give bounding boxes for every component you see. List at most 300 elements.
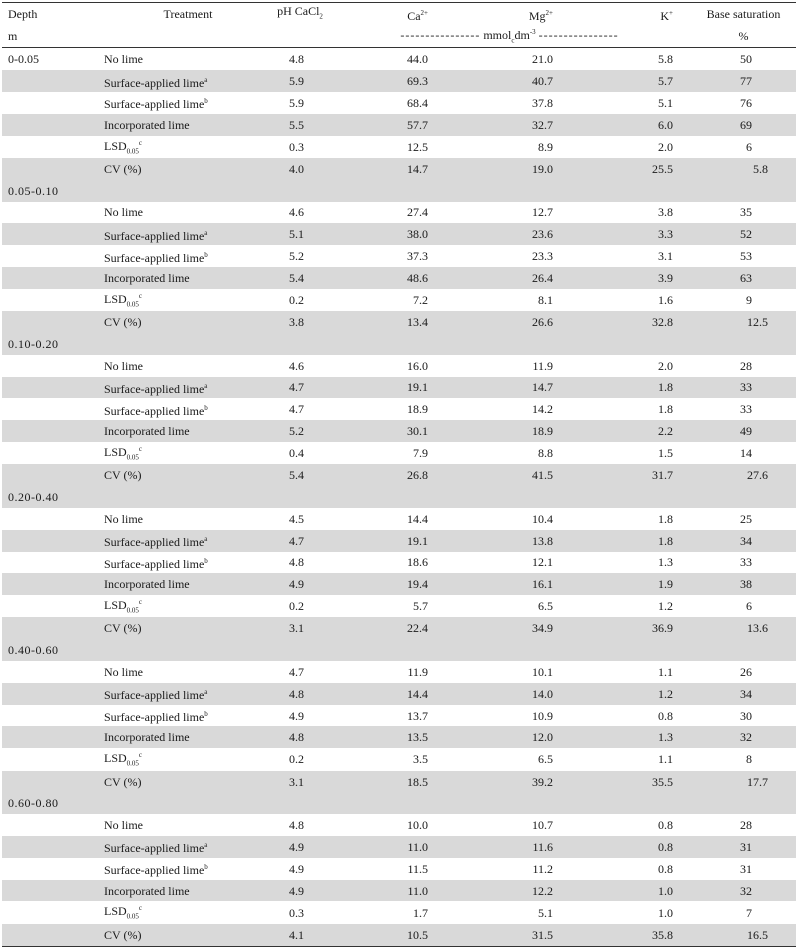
table-row (2, 442, 796, 464)
lsd-superscript: c (138, 751, 143, 760)
potassium-value: 1.5 (658, 446, 673, 461)
treatment-footnote: a (204, 228, 208, 237)
treatment-label: Surface-applied lime$^b$ (104, 710, 208, 725)
base-saturation-value: 32 (691, 880, 796, 902)
magnesium-value: 21.0 (532, 52, 553, 67)
table-row (2, 924, 796, 946)
table-row (2, 355, 796, 377)
potassium-value: 1.8 (658, 511, 673, 526)
calcium-value: 1.7 (413, 905, 428, 920)
magnesium-value: 37.8 (532, 95, 553, 110)
calcium-value: 12.5 (407, 139, 428, 154)
potassium-value: 2.2 (580, 420, 691, 442)
potassium-value: 25.5 (580, 158, 691, 180)
calcium-value: 11.0 (328, 880, 458, 902)
magnesium-value: 14.0 (458, 683, 580, 705)
lsd-subscript: 0.05 (126, 912, 139, 921)
base-saturation-value: 33 (691, 377, 796, 399)
table-row (2, 552, 796, 574)
potassium-value: 36.9 (580, 617, 691, 639)
potassium-value: 1.3 (658, 555, 673, 570)
ph-value: 5.2 (272, 420, 328, 442)
potassium-value: 1.2 (580, 683, 691, 705)
header-base-saturation: Base saturation (691, 3, 796, 26)
potassium-value: 0.8 (658, 708, 673, 723)
base-saturation-value: 34 (691, 530, 796, 552)
potassium-value: 1.8 (580, 377, 691, 399)
unit-mmol: ---------------- $mmol_cdm^{-3}$ ---------------- (328, 25, 691, 48)
potassium-value: 3.9 (580, 267, 691, 289)
header-treatment: Treatment (104, 3, 272, 26)
calcium-value: 18.5 (328, 771, 458, 793)
base-saturation-value: 9 (746, 292, 752, 307)
table-row (2, 70, 796, 92)
magnesium-value: 12.7 (532, 205, 553, 220)
table-row (2, 398, 796, 420)
treatment-label: Surface-applied lime$^b$ (104, 556, 208, 571)
table-row (2, 705, 796, 727)
ph-value: 0.2 (289, 599, 304, 614)
treatment-label: Incorporated lime (104, 267, 272, 289)
table-row (2, 508, 796, 530)
table-row (2, 771, 796, 793)
header-ph-label: pH CaCl (277, 4, 320, 19)
ph-value: 5.1 (272, 223, 328, 245)
magnesium-value: 16.1 (458, 573, 580, 595)
magnesium-value: 40.7 (458, 70, 580, 92)
treatment-label: Surface-applied lime$^b$ (104, 863, 208, 878)
header-calcium-label: Ca (407, 8, 421, 23)
lsd-superscript: c (138, 291, 143, 300)
base-saturation-value: 33 (740, 402, 752, 417)
treatment-footnote: b (204, 403, 208, 412)
magnesium-value: 13.8 (458, 530, 580, 552)
potassium-value: 3.3 (580, 223, 691, 245)
treatment-label: Surface-applied lime$^b$ (104, 97, 208, 112)
treatment-footnote: b (204, 710, 208, 719)
ph-value: 4.8 (289, 52, 304, 67)
potassium-value: 6.0 (580, 114, 691, 136)
lsd-subscript: 0.05 (126, 759, 139, 768)
treatment-footnote: a (204, 75, 208, 84)
magnesium-value: 18.9 (458, 420, 580, 442)
calcium-value: 22.4 (328, 617, 458, 639)
base-saturation-value: 30 (740, 708, 752, 723)
units-row (2, 25, 796, 48)
treatment-label: CV (%) (104, 464, 272, 486)
treatment-label: $LSD_{0.05}^c$ (104, 751, 143, 768)
lsd-superscript: c (138, 138, 143, 147)
magnesium-value: 6.5 (538, 752, 553, 767)
ph-value: 5.4 (272, 267, 328, 289)
lsd-superscript: c (138, 904, 143, 913)
base-saturation-value: 6 (746, 139, 752, 154)
base-saturation-value: 33 (740, 555, 752, 570)
magnesium-value: 23.6 (458, 223, 580, 245)
potassium-value: 32.8 (580, 311, 691, 333)
ph-value: 4.9 (289, 861, 304, 876)
table-row (2, 858, 796, 880)
treatment-label: Incorporated lime (104, 114, 272, 136)
base-saturation-value: 28 (740, 358, 752, 373)
base-saturation-value: 38 (691, 573, 796, 595)
calcium-value: 18.9 (407, 402, 428, 417)
ph-value: 0.2 (289, 292, 304, 307)
treatment-label: Surface-applied lime$^b$ (104, 403, 208, 418)
potassium-value: 3.8 (658, 205, 673, 220)
ph-value: 3.8 (272, 311, 328, 333)
ph-value: 5.4 (272, 464, 328, 486)
depth-group-row (2, 333, 796, 355)
magnesium-value: 10.1 (532, 664, 553, 679)
potassium-value: 3.1 (658, 249, 673, 264)
magnesium-value: 5.1 (538, 905, 553, 920)
lsd-superscript: c (138, 598, 143, 607)
ph-value: 5.9 (289, 95, 304, 110)
treatment-label: No lime (104, 358, 143, 373)
base-saturation-value: 31 (691, 836, 796, 858)
ph-value: 5.5 (272, 114, 328, 136)
header-potassium-label: K (660, 8, 670, 23)
base-saturation-value: 14 (740, 446, 752, 461)
calcium-value: 10.0 (407, 818, 428, 833)
magnesium-value: 19.0 (458, 158, 580, 180)
lsd-subscript: 0.05 (126, 453, 139, 462)
base-saturation-value: 8 (746, 752, 752, 767)
treatment-footnote: a (204, 381, 208, 390)
ph-value: 4.9 (272, 836, 328, 858)
treatment-label: CV (%) (104, 158, 272, 180)
calcium-value: 69.3 (328, 70, 458, 92)
magnesium-value: 10.4 (532, 511, 553, 526)
calcium-value: 16.0 (407, 358, 428, 373)
ph-value: 4.8 (272, 726, 328, 748)
ph-value: 4.5 (289, 511, 304, 526)
treatment-label: Surface-applied lime$^a$ (104, 683, 272, 705)
treatment-label: Surface-applied lime$^a$ (104, 836, 272, 858)
magnesium-value: 8.8 (538, 446, 553, 461)
table-row (2, 289, 796, 311)
treatment-footnote: b (204, 250, 208, 259)
depth-label: 0.60-0.80 (2, 792, 104, 814)
table-row (2, 48, 796, 70)
calcium-value: 38.0 (328, 223, 458, 245)
table-row (2, 136, 796, 158)
ph-value: 4.7 (272, 377, 328, 399)
potassium-value: 2.0 (658, 139, 673, 154)
magnesium-value: 26.6 (458, 311, 580, 333)
magnesium-value: 11.9 (532, 358, 553, 373)
potassium-value: 1.1 (658, 752, 673, 767)
depth-label: 0.10-0.20 (2, 333, 104, 355)
calcium-value: 13.7 (407, 708, 428, 723)
ph-value: 4.1 (272, 924, 328, 946)
table-row (2, 880, 796, 902)
treatment-label: $LSD_{0.05}^c$ (104, 138, 143, 155)
table-row (2, 420, 796, 442)
calcium-value: 11.0 (328, 836, 458, 858)
table-row (2, 158, 796, 180)
magnesium-value: 23.3 (532, 249, 553, 264)
magnesium-value: 39.2 (458, 771, 580, 793)
calcium-value: 19.4 (328, 573, 458, 595)
header-magnesium-label: Mg (528, 8, 546, 23)
calcium-value: 10.5 (328, 924, 458, 946)
treatment-label: No lime (104, 818, 143, 833)
ph-value: 0.3 (289, 905, 304, 920)
table-row (2, 661, 796, 683)
base-saturation-value: 50 (740, 52, 752, 67)
table-row (2, 311, 796, 333)
lsd-subscript: 0.05 (126, 146, 139, 155)
calcium-value: 13.5 (328, 726, 458, 748)
table-row (2, 377, 796, 399)
potassium-value: 0.8 (580, 836, 691, 858)
calcium-value: 44.0 (407, 52, 428, 67)
treatment-label: Surface-applied lime$^a$ (104, 70, 272, 92)
table-row (2, 92, 796, 114)
magnesium-value: 8.1 (538, 292, 553, 307)
unit-depth: m (2, 25, 104, 48)
calcium-value: 7.2 (413, 292, 428, 307)
base-saturation-value: 52 (691, 223, 796, 245)
ph-value: 4.7 (289, 664, 304, 679)
base-saturation-value: 7 (746, 905, 752, 920)
potassium-value: 31.7 (580, 464, 691, 486)
calcium-value: 27.4 (407, 205, 428, 220)
treatment-label: No lime (104, 205, 143, 220)
table-row (2, 114, 796, 136)
magnesium-value: 11.2 (532, 861, 553, 876)
magnesium-value: 12.2 (458, 880, 580, 902)
calcium-value: 14.4 (328, 683, 458, 705)
ph-value: 3.1 (272, 771, 328, 793)
table-row (2, 573, 796, 595)
header-ph (272, 3, 328, 26)
treatment-label: No lime (104, 52, 143, 67)
header-calcium-charge: 2+ (420, 8, 428, 17)
treatment-footnote: a (204, 841, 208, 850)
calcium-value: 18.6 (407, 555, 428, 570)
depth-label: 0.20-0.40 (2, 486, 104, 508)
soil-chemistry-table (2, 2, 796, 947)
magnesium-value: 32.7 (458, 114, 580, 136)
treatment-label: CV (%) (104, 617, 272, 639)
table-row (2, 595, 796, 617)
base-saturation-value: 49 (691, 420, 796, 442)
calcium-value: 14.4 (407, 511, 428, 526)
ph-value: 4.0 (272, 158, 328, 180)
treatment-footnote: b (204, 97, 208, 106)
ph-value: 4.8 (289, 818, 304, 833)
calcium-value: 68.4 (407, 95, 428, 110)
lsd-subscript: 0.05 (126, 300, 139, 309)
ph-value: 4.9 (272, 880, 328, 902)
ph-value: 4.6 (289, 358, 304, 373)
treatment-label: Surface-applied lime$^a$ (104, 223, 272, 245)
treatment-label: $LSD_{0.05}^c$ (104, 904, 143, 921)
potassium-value: 1.6 (658, 292, 673, 307)
magnesium-value: 10.7 (532, 818, 553, 833)
base-saturation-value: 16.5 (691, 924, 796, 946)
treatment-footnote: b (204, 556, 208, 565)
treatment-label: Surface-applied lime$^a$ (104, 377, 272, 399)
magnesium-value: 11.6 (458, 836, 580, 858)
depth-label: 0.40-0.60 (2, 639, 104, 661)
header-potassium (580, 3, 691, 26)
base-saturation-value: 12.5 (691, 311, 796, 333)
calcium-value: 14.7 (328, 158, 458, 180)
table-row (2, 617, 796, 639)
header-magnesium-charge: 2+ (545, 8, 553, 17)
treatment-label: CV (%) (104, 771, 272, 793)
base-saturation-value: 6 (746, 599, 752, 614)
calcium-value: 48.6 (328, 267, 458, 289)
base-saturation-value: 26 (740, 664, 752, 679)
treatment-label: $LSD_{0.05}^c$ (104, 291, 143, 309)
ph-value: 0.2 (289, 752, 304, 767)
ph-value: 0.3 (289, 139, 304, 154)
magnesium-value: 26.4 (458, 267, 580, 289)
potassium-value: 1.8 (580, 530, 691, 552)
treatment-label: $LSD_{0.05}^c$ (104, 598, 143, 615)
table-row (2, 267, 796, 289)
depth-group-row (2, 486, 796, 508)
ph-value: 5.2 (289, 249, 304, 264)
calcium-value: 19.1 (328, 530, 458, 552)
magnesium-value: 14.7 (458, 377, 580, 399)
potassium-value: 0.8 (658, 818, 673, 833)
depth-group-row (2, 639, 796, 661)
base-saturation-value: 69 (691, 114, 796, 136)
ph-value: 4.6 (289, 205, 304, 220)
potassium-value: 1.3 (580, 726, 691, 748)
depth-group-row (2, 180, 796, 202)
potassium-value: 35.8 (580, 924, 691, 946)
treatment-label: $LSD_{0.05}^c$ (104, 444, 143, 462)
potassium-value: 1.0 (658, 905, 673, 920)
table-body (2, 48, 796, 946)
base-saturation-value: 13.6 (691, 617, 796, 639)
header-depth: Depth (2, 3, 104, 26)
base-saturation-value: 27.6 (691, 464, 796, 486)
treatment-label: Incorporated lime (104, 880, 272, 902)
header-ph-subscript: 2 (319, 12, 323, 21)
magnesium-value: 41.5 (458, 464, 580, 486)
potassium-value: 1.1 (658, 664, 673, 679)
ph-value: 4.8 (289, 555, 304, 570)
magnesium-value: 31.5 (458, 924, 580, 946)
treatment-label: No lime (104, 664, 143, 679)
base-saturation-value: 53 (740, 249, 752, 264)
ph-value: 4.7 (289, 402, 304, 417)
calcium-value: 57.7 (328, 114, 458, 136)
unit-base-saturation: % (691, 25, 796, 48)
calcium-value: 37.3 (407, 249, 428, 264)
base-saturation-value: 17.7 (691, 771, 796, 793)
magnesium-value: 34.9 (458, 617, 580, 639)
calcium-value: 7.9 (413, 446, 428, 461)
base-saturation-value: 77 (691, 70, 796, 92)
potassium-value: 1.2 (658, 599, 673, 614)
ph-value: 3.1 (272, 617, 328, 639)
depth-group-row (2, 792, 796, 814)
calcium-value: 5.7 (413, 599, 428, 614)
treatment-label: Incorporated lime (104, 573, 272, 595)
ph-value: 4.9 (272, 573, 328, 595)
potassium-value: 2.0 (658, 358, 673, 373)
magnesium-value: 10.9 (532, 708, 553, 723)
calcium-value: 13.4 (328, 311, 458, 333)
magnesium-value: 8.9 (538, 139, 553, 154)
lsd-superscript: c (138, 444, 143, 453)
potassium-value: 1.9 (580, 573, 691, 595)
treatment-footnote: a (204, 688, 208, 697)
treatment-footnote: a (204, 535, 208, 544)
table-row (2, 748, 796, 770)
table-row (2, 901, 796, 923)
ph-value: 5.9 (272, 70, 328, 92)
base-saturation-value: 34 (691, 683, 796, 705)
depth-label: 0-0.05 (8, 52, 39, 67)
base-saturation-value: 28 (740, 818, 752, 833)
ph-value: 0.4 (289, 446, 304, 461)
table-row (2, 223, 796, 245)
magnesium-value: 14.2 (532, 402, 553, 417)
calcium-value: 3.5 (413, 752, 428, 767)
magnesium-value: 12.1 (532, 555, 553, 570)
lsd-subscript: 0.05 (126, 606, 139, 615)
table-row (2, 726, 796, 748)
depth-label: 0.05-0.10 (2, 180, 104, 202)
calcium-value: 30.1 (328, 420, 458, 442)
potassium-value: 1.0 (580, 880, 691, 902)
table-row (2, 245, 796, 267)
treatment-label: CV (%) (104, 924, 272, 946)
base-saturation-value: 32 (691, 726, 796, 748)
base-saturation-value: 5.8 (691, 158, 796, 180)
magnesium-value: 12.0 (458, 726, 580, 748)
base-saturation-value: 25 (740, 511, 752, 526)
calcium-value: 19.1 (328, 377, 458, 399)
calcium-value: 11.5 (407, 861, 428, 876)
potassium-value: 35.5 (580, 771, 691, 793)
treatment-label: Surface-applied lime$^b$ (104, 250, 208, 265)
ph-value: 4.9 (289, 708, 304, 723)
ph-value: 4.7 (272, 530, 328, 552)
calcium-value: 26.8 (328, 464, 458, 486)
base-saturation-value: 63 (691, 267, 796, 289)
base-saturation-value: 76 (740, 95, 752, 110)
header-calcium (328, 3, 458, 26)
treatment-label: Incorporated lime (104, 420, 272, 442)
treatment-label: No lime (104, 511, 143, 526)
table-row (2, 836, 796, 858)
table-row (2, 530, 796, 552)
magnesium-value: 6.5 (538, 599, 553, 614)
table-row (2, 683, 796, 705)
table-row (2, 814, 796, 836)
potassium-value: 1.8 (658, 402, 673, 417)
potassium-value: 5.1 (658, 95, 673, 110)
treatment-label: Surface-applied lime$^a$ (104, 530, 272, 552)
treatment-footnote: b (204, 863, 208, 872)
base-saturation-value: 31 (740, 861, 752, 876)
table-row (2, 202, 796, 224)
potassium-value: 0.8 (658, 861, 673, 876)
treatment-label: Incorporated lime (104, 726, 272, 748)
ph-value: 4.8 (272, 683, 328, 705)
